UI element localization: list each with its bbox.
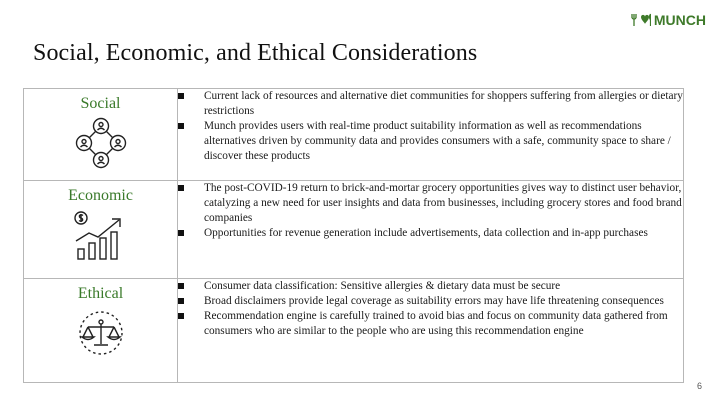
list-item: Consumer data classification: Sensitive allergies & dietary data must be secure: [178, 279, 683, 294]
category-label: Ethical: [77, 285, 124, 302]
growth-chart-icon: [24, 209, 177, 266]
brand-name: MUNCH: [653, 12, 706, 28]
bullet-list: [178, 181, 683, 241]
bullets-cell-economic: [178, 181, 684, 279]
list-item: Opportunities for revenue generation include advertisements, data collection and in-app purchases: [178, 226, 683, 241]
bullet-list: [178, 89, 683, 164]
category-cell-social: [24, 89, 178, 181]
category-label: Economic: [68, 187, 133, 204]
list-item: Recommendation engine is carefully trained to avoid bias and focus on community data gathered from consumers who are similar to the people who are using this recommendation engine: [178, 309, 683, 339]
community-network-icon: [24, 117, 177, 174]
list-item: The post-COVID-19 return to brick-and-mortar grocery opportunities gives way to distinct user behavior, catalyzing a new need for user insights and data from businesses, including grocery stores and food brand companies: [178, 181, 683, 226]
table-row: [24, 181, 684, 279]
justice-scale-icon: [24, 307, 177, 364]
category-cell-ethical: [24, 279, 178, 383]
page-title: Social, Economic, and Ethical Considerations: [33, 40, 478, 66]
table-row: [24, 89, 684, 181]
category-label: Social: [80, 95, 121, 112]
page-number: 6: [696, 381, 702, 391]
bullet-list: [178, 279, 683, 339]
brand-logo: [631, 12, 706, 28]
list-item: Munch provides users with real-time product suitability information as well as recommendations alternatives driven by community data and provides consumers with a safe, community space to share / discover these products: [178, 119, 683, 164]
considerations-table: [23, 88, 684, 383]
list-item: Current lack of resources and alternative diet communities for shoppers suffering from allergies or dietary restrictions: [178, 89, 683, 119]
heart-utensils-icon: [631, 13, 651, 27]
bullets-cell-ethical: [178, 279, 684, 383]
list-item: Broad disclaimers provide legal coverage as suitability errors may have life threatening consequences: [178, 294, 683, 309]
category-cell-economic: [24, 181, 178, 279]
bullets-cell-social: [178, 89, 684, 181]
table-row: [24, 279, 684, 383]
